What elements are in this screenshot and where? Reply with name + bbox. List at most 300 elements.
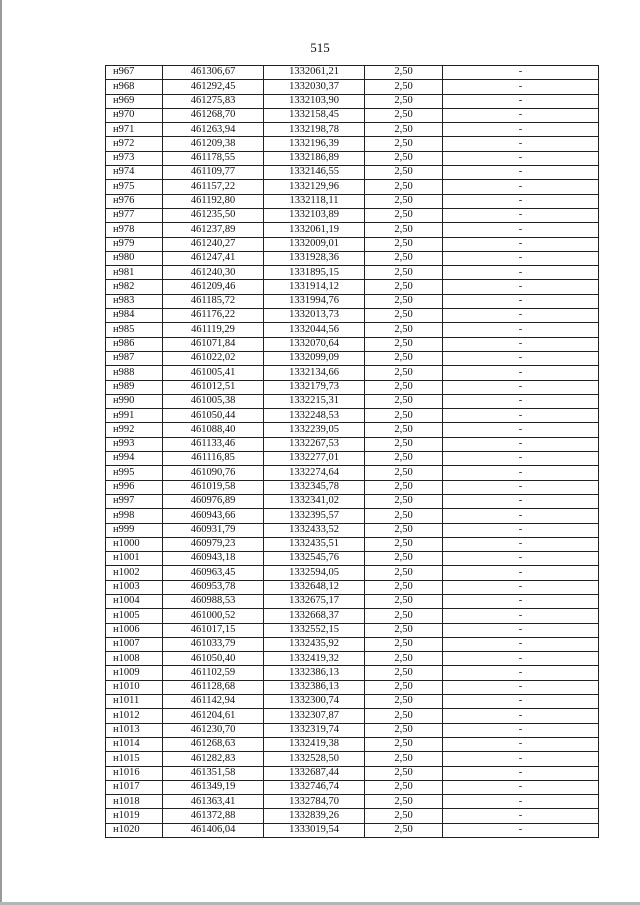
accuracy-cell: 2,50 [365, 137, 443, 151]
note-cell: - [443, 108, 599, 122]
note-cell: - [443, 552, 599, 566]
table-row [106, 208, 599, 222]
note-cell: - [443, 637, 599, 651]
accuracy-cell: 2,50 [365, 166, 443, 180]
accuracy-cell: 2,50 [365, 237, 443, 251]
accuracy-cell: 2,50 [365, 94, 443, 108]
y-coordinate-cell: 1332675,17 [264, 594, 365, 608]
note-cell: - [443, 251, 599, 265]
table-row [106, 709, 599, 723]
x-coordinate-cell: 461349,19 [163, 780, 264, 794]
accuracy-cell: 2,50 [365, 309, 443, 323]
note-cell: - [443, 166, 599, 180]
x-coordinate-cell: 461292,45 [163, 80, 264, 94]
accuracy-cell: 2,50 [365, 823, 443, 837]
x-coordinate-cell: 461022,02 [163, 351, 264, 365]
table-row [106, 666, 599, 680]
table-row [106, 366, 599, 380]
point-id-cell: н970 [106, 108, 163, 122]
point-id-cell: н1005 [106, 609, 163, 623]
x-coordinate-cell: 461204,61 [163, 709, 264, 723]
x-coordinate-cell: 460943,18 [163, 552, 264, 566]
x-coordinate-cell: 460931,79 [163, 523, 264, 537]
accuracy-cell: 2,50 [365, 337, 443, 351]
x-coordinate-cell: 461071,84 [163, 337, 264, 351]
table-row [106, 394, 599, 408]
table-row [106, 337, 599, 351]
accuracy-cell: 2,50 [365, 766, 443, 780]
table-row [106, 566, 599, 580]
y-coordinate-cell: 1332552,15 [264, 623, 365, 637]
table-row [106, 437, 599, 451]
x-coordinate-cell: 461090,76 [163, 466, 264, 480]
table-row [106, 466, 599, 480]
x-coordinate-cell: 461351,58 [163, 766, 264, 780]
table-row [106, 652, 599, 666]
y-coordinate-cell: 1332030,37 [264, 80, 365, 94]
note-cell: - [443, 523, 599, 537]
accuracy-cell: 2,50 [365, 223, 443, 237]
table-row [106, 294, 599, 308]
accuracy-cell: 2,50 [365, 809, 443, 823]
note-cell: - [443, 437, 599, 451]
y-coordinate-cell: 1332435,92 [264, 637, 365, 651]
y-coordinate-cell: 1333019,54 [264, 823, 365, 837]
note-cell: - [443, 423, 599, 437]
table-row [106, 80, 599, 94]
y-coordinate-cell: 1332061,19 [264, 223, 365, 237]
table-row [106, 237, 599, 251]
y-coordinate-cell: 1332103,89 [264, 208, 365, 222]
note-cell: - [443, 194, 599, 208]
y-coordinate-cell: 1332345,78 [264, 480, 365, 494]
y-coordinate-cell: 1332070,64 [264, 337, 365, 351]
y-coordinate-cell: 1332179,73 [264, 380, 365, 394]
x-coordinate-cell: 461185,72 [163, 294, 264, 308]
accuracy-cell: 2,50 [365, 194, 443, 208]
x-coordinate-cell: 461005,41 [163, 366, 264, 380]
point-id-cell: н968 [106, 80, 163, 94]
y-coordinate-cell: 1332319,74 [264, 723, 365, 737]
table-row [106, 509, 599, 523]
table-row [106, 280, 599, 294]
x-coordinate-cell: 460963,45 [163, 566, 264, 580]
accuracy-cell: 2,50 [365, 280, 443, 294]
y-coordinate-cell: 1332134,66 [264, 366, 365, 380]
table-row [106, 94, 599, 108]
point-id-cell: н1014 [106, 737, 163, 751]
note-cell: - [443, 537, 599, 551]
note-cell: - [443, 294, 599, 308]
point-id-cell: н1016 [106, 766, 163, 780]
accuracy-cell: 2,50 [365, 66, 443, 80]
point-id-cell: н973 [106, 151, 163, 165]
accuracy-cell: 2,50 [365, 537, 443, 551]
accuracy-cell: 2,50 [365, 394, 443, 408]
table-row [106, 766, 599, 780]
table-row [106, 780, 599, 794]
note-cell: - [443, 509, 599, 523]
point-id-cell: н1002 [106, 566, 163, 580]
x-coordinate-cell: 460976,89 [163, 494, 264, 508]
x-coordinate-cell: 461133,46 [163, 437, 264, 451]
note-cell: - [443, 323, 599, 337]
note-cell: - [443, 680, 599, 694]
note-cell: - [443, 594, 599, 608]
x-coordinate-cell: 461240,27 [163, 237, 264, 251]
y-coordinate-cell: 1332839,26 [264, 809, 365, 823]
table-row [106, 266, 599, 280]
table-row [106, 351, 599, 365]
x-coordinate-cell: 461157,22 [163, 180, 264, 194]
x-coordinate-cell: 461102,59 [163, 666, 264, 680]
x-coordinate-cell: 461109,77 [163, 166, 264, 180]
table-row [106, 480, 599, 494]
point-id-cell: н1007 [106, 637, 163, 651]
point-id-cell: н995 [106, 466, 163, 480]
point-id-cell: н983 [106, 294, 163, 308]
note-cell: - [443, 123, 599, 137]
y-coordinate-cell: 1332274,64 [264, 466, 365, 480]
accuracy-cell: 2,50 [365, 723, 443, 737]
accuracy-cell: 2,50 [365, 566, 443, 580]
x-coordinate-cell: 461209,46 [163, 280, 264, 294]
point-id-cell: н988 [106, 366, 163, 380]
accuracy-cell: 2,50 [365, 795, 443, 809]
table-row [106, 809, 599, 823]
point-id-cell: н985 [106, 323, 163, 337]
y-coordinate-cell: 1331928,36 [264, 251, 365, 265]
point-id-cell: н976 [106, 194, 163, 208]
point-id-cell: н982 [106, 280, 163, 294]
point-id-cell: н969 [106, 94, 163, 108]
y-coordinate-cell: 1332386,13 [264, 680, 365, 694]
accuracy-cell: 2,50 [365, 652, 443, 666]
point-id-cell: н989 [106, 380, 163, 394]
table-row [106, 537, 599, 551]
point-id-cell: н996 [106, 480, 163, 494]
table-row [106, 737, 599, 751]
y-coordinate-cell: 1331994,76 [264, 294, 365, 308]
point-id-cell: н975 [106, 180, 163, 194]
accuracy-cell: 2,50 [365, 637, 443, 651]
x-coordinate-cell: 460953,78 [163, 580, 264, 594]
point-id-cell: н1015 [106, 752, 163, 766]
accuracy-cell: 2,50 [365, 423, 443, 437]
accuracy-cell: 2,50 [365, 695, 443, 709]
point-id-cell: н987 [106, 351, 163, 365]
accuracy-cell: 2,50 [365, 351, 443, 365]
accuracy-cell: 2,50 [365, 580, 443, 594]
y-coordinate-cell: 1332307,87 [264, 709, 365, 723]
note-cell: - [443, 766, 599, 780]
accuracy-cell: 2,50 [365, 752, 443, 766]
accuracy-cell: 2,50 [365, 123, 443, 137]
x-coordinate-cell: 460943,66 [163, 509, 264, 523]
point-id-cell: н1010 [106, 680, 163, 694]
table-row [106, 123, 599, 137]
accuracy-cell: 2,50 [365, 151, 443, 165]
point-id-cell: н984 [106, 309, 163, 323]
y-coordinate-cell: 1332594,05 [264, 566, 365, 580]
y-coordinate-cell: 1332419,38 [264, 737, 365, 751]
x-coordinate-cell: 461275,83 [163, 94, 264, 108]
point-id-cell: н978 [106, 223, 163, 237]
x-coordinate-cell: 461116,85 [163, 452, 264, 466]
accuracy-cell: 2,50 [365, 452, 443, 466]
table-row [106, 66, 599, 80]
point-id-cell: н992 [106, 423, 163, 437]
table-row [106, 580, 599, 594]
y-coordinate-cell: 1332419,32 [264, 652, 365, 666]
y-coordinate-cell: 1332009,01 [264, 237, 365, 251]
table-row [106, 423, 599, 437]
y-coordinate-cell: 1332277,01 [264, 452, 365, 466]
point-id-cell: н1017 [106, 780, 163, 794]
y-coordinate-cell: 1332687,44 [264, 766, 365, 780]
accuracy-cell: 2,50 [365, 494, 443, 508]
note-cell: - [443, 666, 599, 680]
table-row [106, 594, 599, 608]
note-cell: - [443, 723, 599, 737]
y-coordinate-cell: 1332158,45 [264, 108, 365, 122]
point-id-cell: н1004 [106, 594, 163, 608]
x-coordinate-cell: 461176,22 [163, 309, 264, 323]
note-cell: - [443, 137, 599, 151]
point-id-cell: н1018 [106, 795, 163, 809]
table-row [106, 680, 599, 694]
table-row [106, 752, 599, 766]
x-coordinate-cell: 461088,40 [163, 423, 264, 437]
note-cell: - [443, 752, 599, 766]
x-coordinate-cell: 460988,53 [163, 594, 264, 608]
note-cell: - [443, 280, 599, 294]
y-coordinate-cell: 1332648,12 [264, 580, 365, 594]
x-coordinate-cell: 461209,38 [163, 137, 264, 151]
y-coordinate-cell: 1332784,70 [264, 795, 365, 809]
table-row [106, 251, 599, 265]
note-cell: - [443, 309, 599, 323]
point-id-cell: н1012 [106, 709, 163, 723]
x-coordinate-cell: 461012,51 [163, 380, 264, 394]
x-coordinate-cell: 461000,52 [163, 609, 264, 623]
point-id-cell: н997 [106, 494, 163, 508]
accuracy-cell: 2,50 [365, 80, 443, 94]
point-id-cell: н990 [106, 394, 163, 408]
note-cell: - [443, 494, 599, 508]
note-cell: - [443, 652, 599, 666]
note-cell: - [443, 237, 599, 251]
note-cell: - [443, 337, 599, 351]
note-cell: - [443, 380, 599, 394]
point-id-cell: н977 [106, 208, 163, 222]
note-cell: - [443, 466, 599, 480]
note-cell: - [443, 809, 599, 823]
note-cell: - [443, 180, 599, 194]
y-coordinate-cell: 1331895,15 [264, 266, 365, 280]
accuracy-cell: 2,50 [365, 594, 443, 608]
y-coordinate-cell: 1332668,37 [264, 609, 365, 623]
point-id-cell: н1019 [106, 809, 163, 823]
table-row [106, 223, 599, 237]
table-row [106, 609, 599, 623]
y-coordinate-cell: 1332300,74 [264, 695, 365, 709]
note-cell: - [443, 94, 599, 108]
table-row [106, 409, 599, 423]
note-cell: - [443, 780, 599, 794]
x-coordinate-cell: 461017,15 [163, 623, 264, 637]
note-cell: - [443, 151, 599, 165]
x-coordinate-cell: 461268,70 [163, 108, 264, 122]
x-coordinate-cell: 461372,88 [163, 809, 264, 823]
accuracy-cell: 2,50 [365, 409, 443, 423]
accuracy-cell: 2,50 [365, 380, 443, 394]
coordinates-table [105, 65, 599, 838]
y-coordinate-cell: 1332528,50 [264, 752, 365, 766]
note-cell: - [443, 695, 599, 709]
accuracy-cell: 2,50 [365, 480, 443, 494]
point-id-cell: н1011 [106, 695, 163, 709]
note-cell: - [443, 366, 599, 380]
note-cell: - [443, 795, 599, 809]
point-id-cell: н972 [106, 137, 163, 151]
point-id-cell: н993 [106, 437, 163, 451]
accuracy-cell: 2,50 [365, 266, 443, 280]
point-id-cell: н1003 [106, 580, 163, 594]
point-id-cell: н999 [106, 523, 163, 537]
note-cell: - [443, 80, 599, 94]
x-coordinate-cell: 461363,41 [163, 795, 264, 809]
y-coordinate-cell: 1332044,56 [264, 323, 365, 337]
x-coordinate-cell: 461178,55 [163, 151, 264, 165]
y-coordinate-cell: 1332196,39 [264, 137, 365, 151]
y-coordinate-cell: 1332341,02 [264, 494, 365, 508]
x-coordinate-cell: 460979,23 [163, 537, 264, 551]
x-coordinate-cell: 461142,94 [163, 695, 264, 709]
accuracy-cell: 2,50 [365, 552, 443, 566]
note-cell: - [443, 351, 599, 365]
note-cell: - [443, 409, 599, 423]
note-cell: - [443, 709, 599, 723]
x-coordinate-cell: 461235,50 [163, 208, 264, 222]
table-row [106, 166, 599, 180]
accuracy-cell: 2,50 [365, 666, 443, 680]
table-row [106, 323, 599, 337]
table-row [106, 795, 599, 809]
note-cell: - [443, 223, 599, 237]
note-cell: - [443, 452, 599, 466]
x-coordinate-cell: 461406,04 [163, 823, 264, 837]
point-id-cell: н1006 [106, 623, 163, 637]
point-id-cell: н1001 [106, 552, 163, 566]
accuracy-cell: 2,50 [365, 709, 443, 723]
table-row [106, 380, 599, 394]
point-id-cell: н986 [106, 337, 163, 351]
coordinates-table-body [106, 66, 599, 838]
point-id-cell: н981 [106, 266, 163, 280]
point-id-cell: н1009 [106, 666, 163, 680]
point-id-cell: н1008 [106, 652, 163, 666]
x-coordinate-cell: 461263,94 [163, 123, 264, 137]
accuracy-cell: 2,50 [365, 509, 443, 523]
y-coordinate-cell: 1332099,09 [264, 351, 365, 365]
table-row [106, 137, 599, 151]
accuracy-cell: 2,50 [365, 251, 443, 265]
table-row [106, 723, 599, 737]
accuracy-cell: 2,50 [365, 323, 443, 337]
table-row [106, 194, 599, 208]
accuracy-cell: 2,50 [365, 108, 443, 122]
table-row [106, 823, 599, 837]
y-coordinate-cell: 1332433,52 [264, 523, 365, 537]
x-coordinate-cell: 461050,40 [163, 652, 264, 666]
table-row [106, 695, 599, 709]
point-id-cell: н991 [106, 409, 163, 423]
accuracy-cell: 2,50 [365, 366, 443, 380]
x-coordinate-cell: 461247,41 [163, 251, 264, 265]
point-id-cell: н974 [106, 166, 163, 180]
y-coordinate-cell: 1332248,53 [264, 409, 365, 423]
point-id-cell: н979 [106, 237, 163, 251]
accuracy-cell: 2,50 [365, 737, 443, 751]
y-coordinate-cell: 1332013,73 [264, 309, 365, 323]
point-id-cell: н980 [106, 251, 163, 265]
y-coordinate-cell: 1332386,13 [264, 666, 365, 680]
accuracy-cell: 2,50 [365, 780, 443, 794]
y-coordinate-cell: 1332146,55 [264, 166, 365, 180]
accuracy-cell: 2,50 [365, 623, 443, 637]
table-row [106, 452, 599, 466]
note-cell: - [443, 737, 599, 751]
x-coordinate-cell: 461119,29 [163, 323, 264, 337]
y-coordinate-cell: 1332186,89 [264, 151, 365, 165]
x-coordinate-cell: 461282,83 [163, 752, 264, 766]
point-id-cell: н1000 [106, 537, 163, 551]
note-cell: - [443, 266, 599, 280]
note-cell: - [443, 623, 599, 637]
accuracy-cell: 2,50 [365, 437, 443, 451]
accuracy-cell: 2,50 [365, 680, 443, 694]
x-coordinate-cell: 461192,80 [163, 194, 264, 208]
table-row [106, 552, 599, 566]
table-row [106, 623, 599, 637]
point-id-cell: н994 [106, 452, 163, 466]
y-coordinate-cell: 1331914,12 [264, 280, 365, 294]
y-coordinate-cell: 1332061,21 [264, 66, 365, 80]
y-coordinate-cell: 1332129,96 [264, 180, 365, 194]
point-id-cell: н971 [106, 123, 163, 137]
point-id-cell: н998 [106, 509, 163, 523]
accuracy-cell: 2,50 [365, 208, 443, 222]
note-cell: - [443, 823, 599, 837]
note-cell: - [443, 394, 599, 408]
point-id-cell: н1020 [106, 823, 163, 837]
x-coordinate-cell: 461033,79 [163, 637, 264, 651]
accuracy-cell: 2,50 [365, 466, 443, 480]
accuracy-cell: 2,50 [365, 294, 443, 308]
y-coordinate-cell: 1332435,51 [264, 537, 365, 551]
x-coordinate-cell: 461306,67 [163, 66, 264, 80]
page-number: 515 [310, 40, 330, 55]
table-row [106, 637, 599, 651]
accuracy-cell: 2,50 [365, 180, 443, 194]
x-coordinate-cell: 461230,70 [163, 723, 264, 737]
note-cell: - [443, 609, 599, 623]
x-coordinate-cell: 461128,68 [163, 680, 264, 694]
scan-left-edge [0, 0, 2, 905]
x-coordinate-cell: 461268,63 [163, 737, 264, 751]
accuracy-cell: 2,50 [365, 523, 443, 537]
